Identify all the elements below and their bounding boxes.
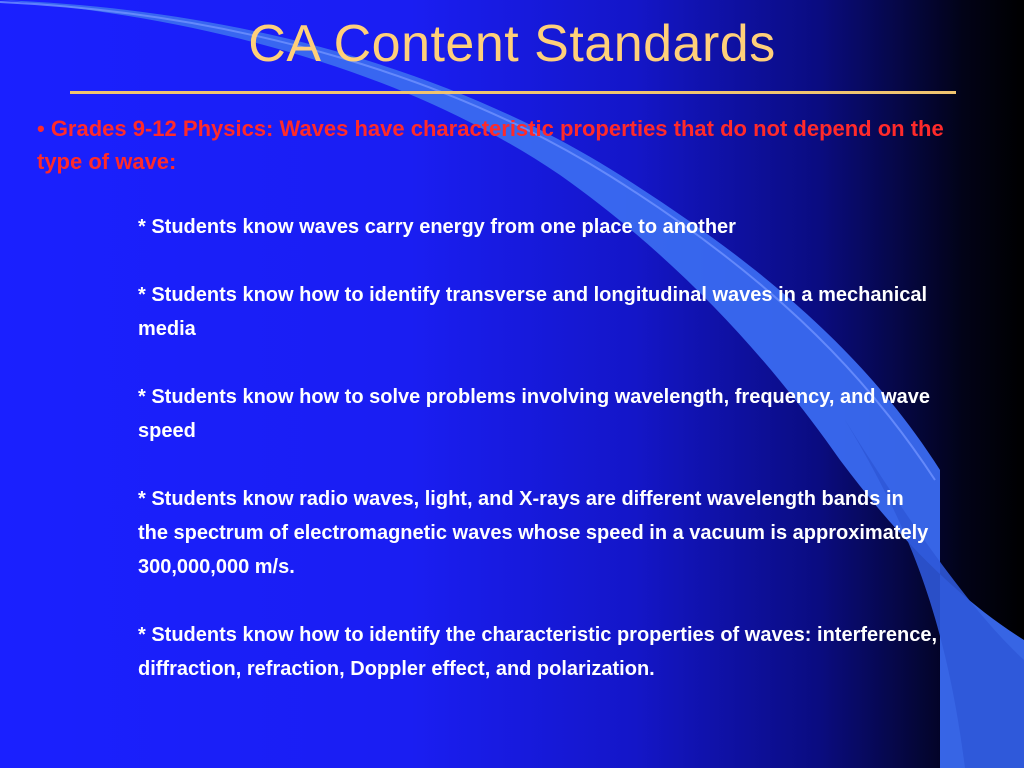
- standard-item: * Students know how to identify the characteristic properties of waves: interference, diffraction, refraction, Doppler effect, and polarization.: [138, 624, 938, 680]
- standards-list: [138, 210, 938, 720]
- grades-bullet: • Grades 9-12 Physics: Waves have characteristic properties that do not depend on the type of wave:: [37, 116, 944, 174]
- standard-item: * Students know radio waves, light, and X-rays are different wavelength bands in the spectrum of electromagnetic waves whose speed in a vacuum is approximately 300,000,000 m/s.: [138, 488, 929, 578]
- standard-item: * Students know waves carry energy from one place to another: [138, 216, 736, 238]
- standard-item: * Students know how to identify transverse and longitudinal waves in a mechanical media: [138, 284, 928, 340]
- standard-item: * Students know how to solve problems involving wavelength, frequency, and wave speed: [138, 386, 931, 442]
- slide-title: CA Content Standards: [248, 15, 776, 73]
- title-underline: [70, 91, 956, 94]
